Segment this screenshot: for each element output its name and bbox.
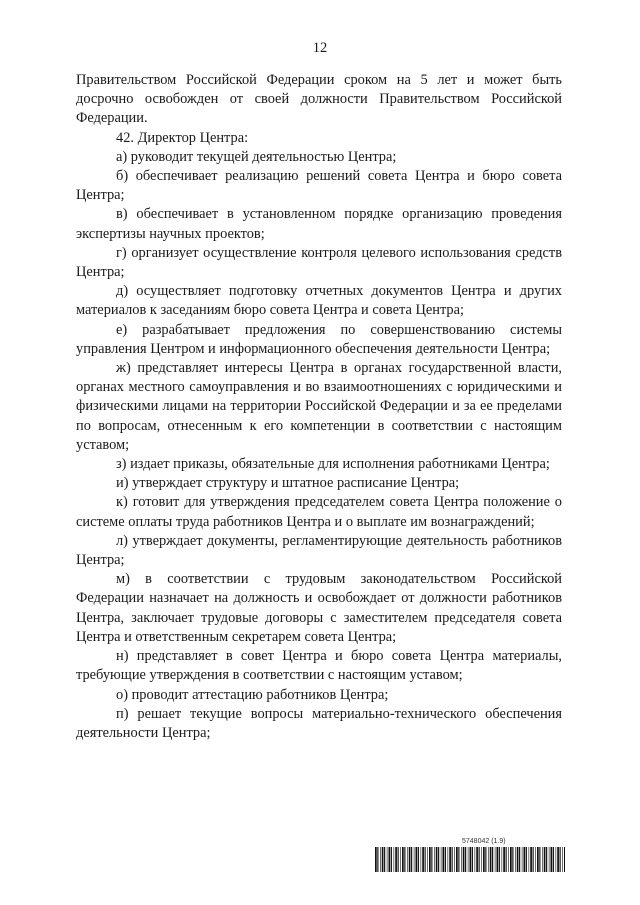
list-item-zh: ж) представляет интересы Центра в органах государственной власти, органах местного самоуправления и во взаимоотношениях с юридическими и физическими лицами на территории Российской Федерации и за ее пределами по вопросам, отнесенным к его компетенции в соответствии с настоящим уставом; [76,360,562,453]
list-item-b: б) обеспечивает реализацию решений совета Центра и бюро совета Центра; [76,168,562,204]
list-item-e: е) разрабатывает предложения по совершенствованию системы управления Центром и информационного обеспечения деятельности Центра; [76,321,562,357]
list-item-i: и) утверждает структуру и штатное расписание Центра; [116,475,460,492]
list-item-z: з) издает приказы, обязательные для исполнения работниками Центра; [116,456,550,473]
document-body [76,71,562,743]
paragraph-continuation: Правительством Российской Федерации сроком на 5 лет и может быть досрочно освобожден от своей должности Правительством Российской Федерации. [76,72,562,127]
list-item-a: а) руководит текущей деятельностью Центра; [116,148,397,165]
list-item-l: л) утверждает документы, регламентирующие деятельность работников Центра; [76,532,562,569]
barcode [375,847,565,872]
list-item-k: к) готовит для утверждения председателем совета Центра положение о системе оплаты труда работников Центра и о выплате им вознаграждений; [76,494,562,530]
list-item-d: д) осуществляет подготовку отчетных документов Центра и других материалов к заседаниям бюро совета Центра и совета Центра; [76,283,562,319]
list-item-o: о) проводит аттестацию работников Центра; [116,686,389,703]
list-item-g: г) организует осуществление контроля целевого использования средств Центра; [76,244,562,281]
list-item-v: в) обеспечивает в установленном порядке организацию проведения экспертизы научных проектов; [76,206,562,242]
list-item-n: н) представляет в совет Центра и бюро совета Центра материалы, требующие утверждения в соответствии с настоящим уставом; [76,648,562,684]
list-item-m: м) в соответствии с трудовым законодательством Российской Федерации назначает на должность и освобождает от должности работников Центра, заключает трудовые договоры с заместителем председателя совета Центра и ответственным секретарем совета Центра; [76,571,562,645]
page-number: 12 [312,40,328,56]
document-code: 5748042 (1.9) [462,838,506,845]
paragraph-section-42-heading: 42. Директор Центра: [116,129,249,146]
list-item-p: п) решает текущие вопросы материально-технического обеспечения деятельности Центра; [76,705,562,741]
